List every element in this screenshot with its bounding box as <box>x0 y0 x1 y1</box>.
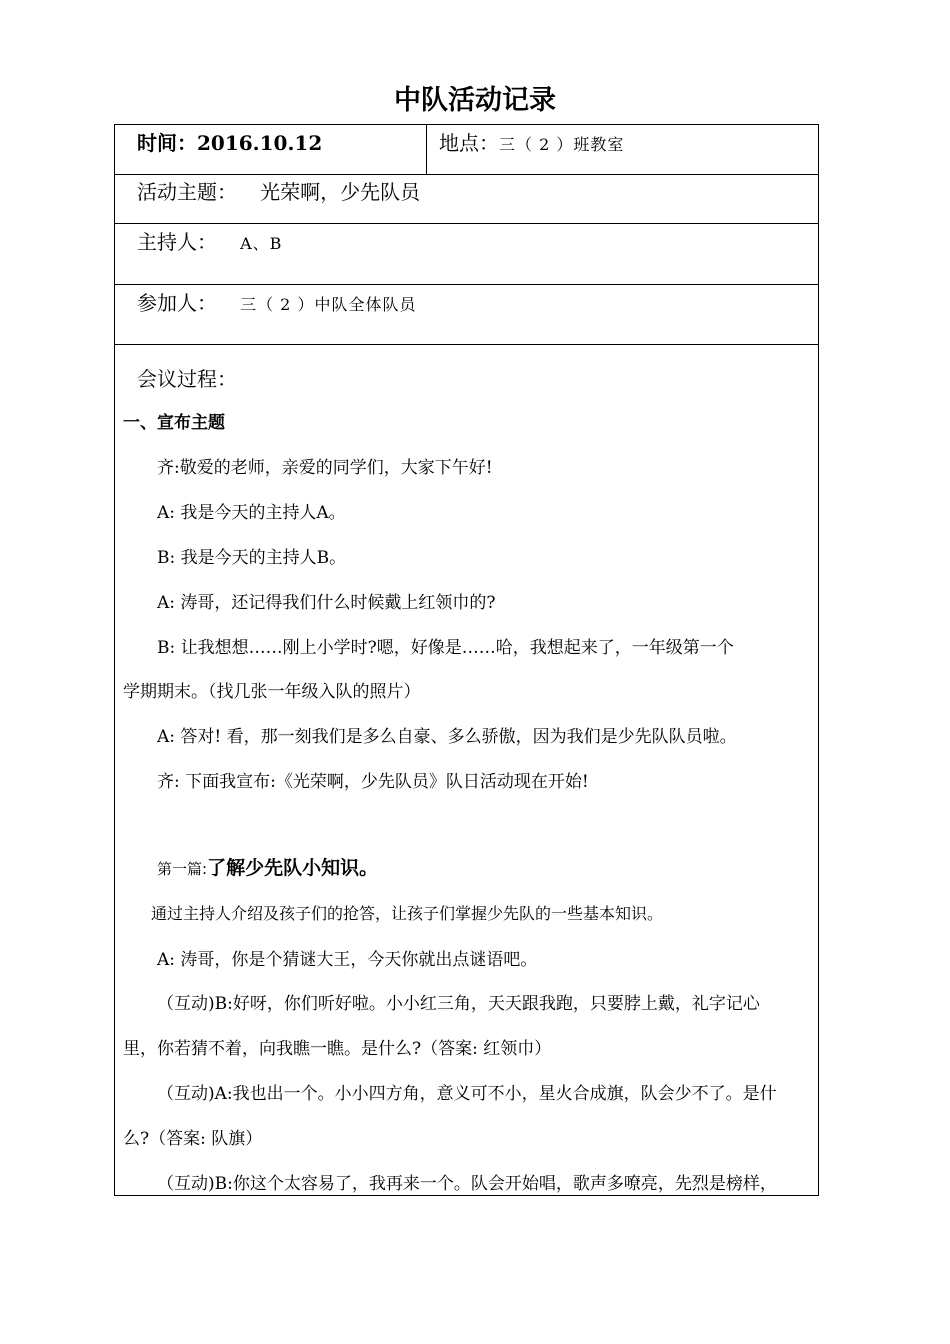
part-heading <box>157 853 847 880</box>
place-value: 三（ 2 ）班教室 <box>499 135 625 154</box>
dialogue-line: （互动)A:我也出一个。小小四方角，意义可不小，星火合成旗，队会少不了。是什 <box>157 1084 777 1104</box>
dialogue-line: A: 涛哥，还记得我们什么时候戴上红领巾的? <box>157 593 496 613</box>
theme-value: 光荣啊，少先队员 <box>260 180 421 204</box>
section-heading: 一、宣布主题 <box>123 413 225 433</box>
part-title: 了解少先队小知识。 <box>207 857 379 879</box>
dialogue-line: 么?（答案: 队旗） <box>123 1129 263 1149</box>
row-divider <box>115 223 818 224</box>
dialogue-line: B: 我是今天的主持人B。 <box>157 548 347 568</box>
dialogue-line: A: 涛哥，你是个猜谜大王，今天你就出点谜语吧。 <box>157 950 538 970</box>
theme-label: 活动主题： <box>137 180 237 204</box>
dialogue-line: （互动)B:好呀，你们听好啦。小小红三角，天天跟我跑，只要脖上戴，礼字记心 <box>157 994 760 1014</box>
dialogue-line: 齐:敬爱的老师，亲爱的同学们，大家下午好! <box>157 458 493 478</box>
host-value: A、B <box>240 234 283 253</box>
column-divider <box>426 125 427 174</box>
dialogue-line: 学期期末。（找几张一年级入队的照片） <box>123 682 421 702</box>
part-intro: 通过主持人介绍及孩子们的抢答，让孩子们掌握少先队的一些基本知识。 <box>151 904 664 923</box>
record-table <box>114 124 819 1196</box>
attendee-label: 参加人： <box>137 291 217 315</box>
dialogue-line: 里，你若猜不着，向我瞧一瞧。是什么?（答案: 红领巾） <box>123 1039 552 1059</box>
dialogue-line: （互动)B:你这个太容易了，我再来一个。队会开始唱，歌声多嘹亮，先烈是榜样， <box>157 1174 777 1194</box>
dialogue-line: A: 答对! 看，那一刻我们是多么自豪、多么骄傲，因为我们是少先队队员啦。 <box>157 727 737 747</box>
page-title: 中队活动记录 <box>394 85 556 116</box>
place-field <box>439 127 624 156</box>
process-label: 会议过程： <box>137 367 237 391</box>
dialogue-line: B: 让我想想……刚上小学时?嗯，好像是……哈，我想起来了，一年级第一个 <box>157 638 734 658</box>
part-prefix: 第一篇: <box>157 860 208 878</box>
time-field: 时间：2016.10.12 <box>137 131 323 155</box>
attendee-value: 三（ 2 ）中队全体队员 <box>240 295 417 314</box>
dialogue-line: 齐: 下面我宣布:《光荣啊，少先队员》队日活动现在开始! <box>157 772 589 792</box>
host-field <box>137 226 282 255</box>
place-label: 地点： <box>439 131 499 155</box>
row-divider <box>115 174 818 175</box>
attendee-field <box>137 287 416 316</box>
theme-field <box>137 176 420 205</box>
row-divider <box>115 344 818 345</box>
dialogue-line: A: 我是今天的主持人A。 <box>157 503 346 523</box>
host-label: 主持人： <box>137 230 217 254</box>
row-divider <box>115 284 818 285</box>
